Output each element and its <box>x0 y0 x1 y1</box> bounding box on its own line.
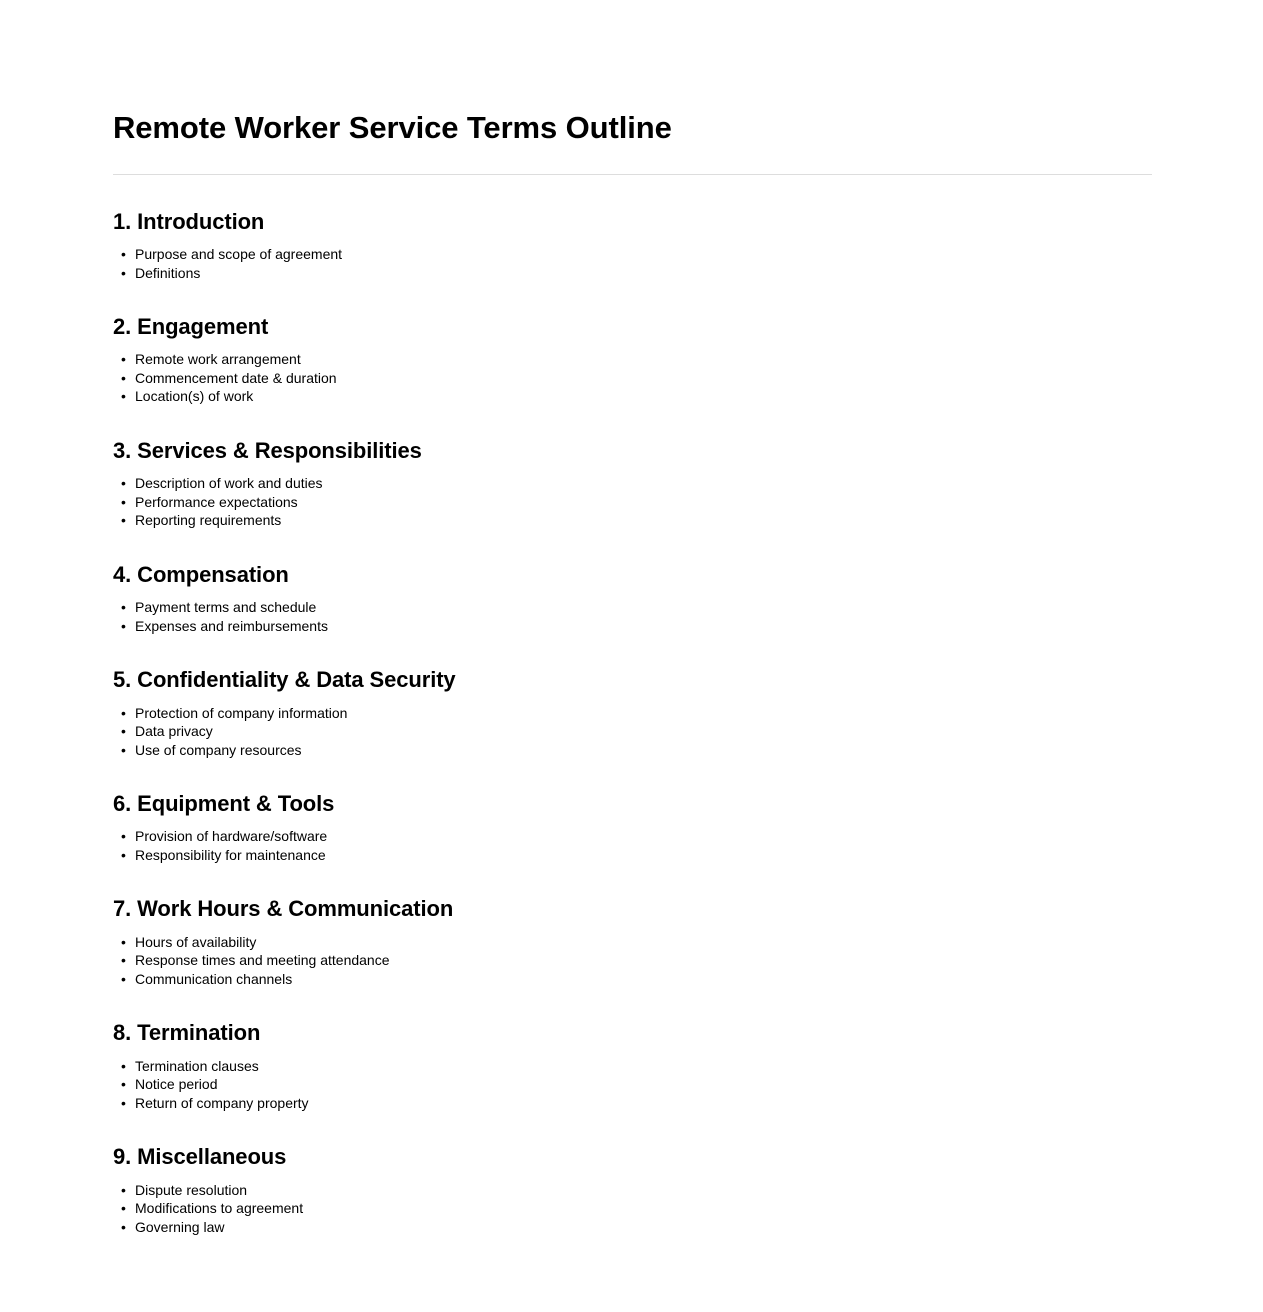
list-item-label: Remote work arrangement <box>135 351 301 368</box>
bullet-icon: • <box>121 952 126 969</box>
bullet-icon: • <box>121 475 126 492</box>
outline-section <box>113 896 1152 988</box>
section-heading: 8. Termination <box>113 1020 261 1046</box>
list-item-label: Payment terms and schedule <box>135 599 317 616</box>
list-item-label: Reporting requirements <box>135 512 282 529</box>
outline-section <box>113 562 1152 635</box>
list-item <box>113 598 1152 617</box>
bullet-icon: • <box>121 388 126 405</box>
list-item-label: Definitions <box>135 264 201 281</box>
bullet-icon: • <box>121 599 126 616</box>
list-item <box>113 970 1152 989</box>
list-item <box>113 722 1152 741</box>
list-item <box>113 1181 1152 1200</box>
list-item <box>113 387 1152 406</box>
section-item-list <box>113 933 1152 989</box>
bullet-icon: • <box>121 617 126 634</box>
section-heading: 7. Work Hours & Communication <box>113 896 454 922</box>
outline-section <box>113 667 1152 759</box>
bullet-icon: • <box>121 933 126 950</box>
list-item <box>113 511 1152 530</box>
list-item <box>113 1199 1152 1218</box>
section-item-list <box>113 350 1152 406</box>
section-item-list <box>113 474 1152 530</box>
section-item-list <box>113 704 1152 760</box>
list-item-label: Responsibility for maintenance <box>135 846 326 863</box>
list-item <box>113 493 1152 512</box>
bullet-icon: • <box>121 512 126 529</box>
list-item-label: Location(s) of work <box>135 388 254 405</box>
bullet-icon: • <box>121 264 126 281</box>
section-heading: 5. Confidentiality & Data Security <box>113 667 456 693</box>
list-item <box>113 951 1152 970</box>
section-heading: 9. Miscellaneous <box>113 1144 287 1170</box>
bullet-icon: • <box>121 970 126 987</box>
section-item-list <box>113 245 1152 282</box>
bullet-icon: • <box>121 246 126 263</box>
list-item <box>113 741 1152 760</box>
section-item-list <box>113 598 1152 635</box>
list-item <box>113 617 1152 636</box>
list-item <box>113 1094 1152 1113</box>
list-item <box>113 846 1152 865</box>
list-item-label: Notice period <box>135 1076 218 1093</box>
list-item <box>113 474 1152 493</box>
bullet-icon: • <box>121 846 126 863</box>
bullet-icon: • <box>121 1076 126 1093</box>
outline-section <box>113 1144 1152 1236</box>
bullet-icon: • <box>121 723 126 740</box>
list-item <box>113 1218 1152 1237</box>
bullet-icon: • <box>121 828 126 845</box>
list-item-label: Response times and meeting attendance <box>135 952 390 969</box>
section-item-list <box>113 1181 1152 1237</box>
list-item-label: Use of company resources <box>135 741 302 758</box>
list-item <box>113 1075 1152 1094</box>
section-heading: 4. Compensation <box>113 561 289 587</box>
list-item-label: Protection of company information <box>135 704 348 721</box>
list-item-label: Dispute resolution <box>135 1181 248 1198</box>
outline-section <box>113 791 1152 864</box>
page-title: Remote Worker Service Terms Outline <box>113 110 672 145</box>
list-item-label: Provision of hardware/software <box>135 828 328 845</box>
bullet-icon: • <box>121 1200 126 1217</box>
section-heading: 1. Introduction <box>113 208 265 234</box>
list-item-label: Data privacy <box>135 723 213 740</box>
bullet-icon: • <box>121 351 126 368</box>
section-item-list <box>113 1057 1152 1113</box>
section-item-list <box>113 827 1152 864</box>
title-divider <box>113 174 1152 175</box>
bullet-icon: • <box>121 1094 126 1111</box>
bullet-icon: • <box>121 1057 126 1074</box>
outline-section <box>113 1020 1152 1112</box>
section-heading: 6. Equipment & Tools <box>113 791 335 817</box>
outline-section <box>113 209 1152 282</box>
outline-section <box>113 438 1152 530</box>
list-item <box>113 245 1152 264</box>
list-item <box>113 827 1152 846</box>
list-item-label: Description of work and duties <box>135 475 323 492</box>
list-item-label: Performance expectations <box>135 493 298 510</box>
bullet-icon: • <box>121 369 126 386</box>
list-item <box>113 933 1152 952</box>
bullet-icon: • <box>121 741 126 758</box>
outline-sections <box>113 209 1152 1237</box>
list-item-label: Hours of availability <box>135 933 257 950</box>
outline-section <box>113 314 1152 406</box>
list-item <box>113 369 1152 388</box>
bullet-icon: • <box>121 1181 126 1198</box>
list-item-label: Return of company property <box>135 1094 309 1111</box>
list-item-label: Communication channels <box>135 970 293 987</box>
list-item-label: Expenses and reimbursements <box>135 617 328 634</box>
list-item-label: Governing law <box>135 1218 225 1235</box>
bullet-icon: • <box>121 493 126 510</box>
section-heading: 3. Services & Responsibilities <box>113 437 422 463</box>
list-item-label: Commencement date & duration <box>135 369 337 386</box>
list-item <box>113 704 1152 723</box>
list-item-label: Modifications to agreement <box>135 1200 304 1217</box>
list-item <box>113 1057 1152 1076</box>
list-item-label: Termination clauses <box>135 1057 259 1074</box>
bullet-icon: • <box>121 1218 126 1235</box>
section-heading: 2. Engagement <box>113 314 269 340</box>
list-item <box>113 264 1152 283</box>
bullet-icon: • <box>121 704 126 721</box>
list-item <box>113 350 1152 369</box>
list-item-label: Purpose and scope of agreement <box>135 246 343 263</box>
